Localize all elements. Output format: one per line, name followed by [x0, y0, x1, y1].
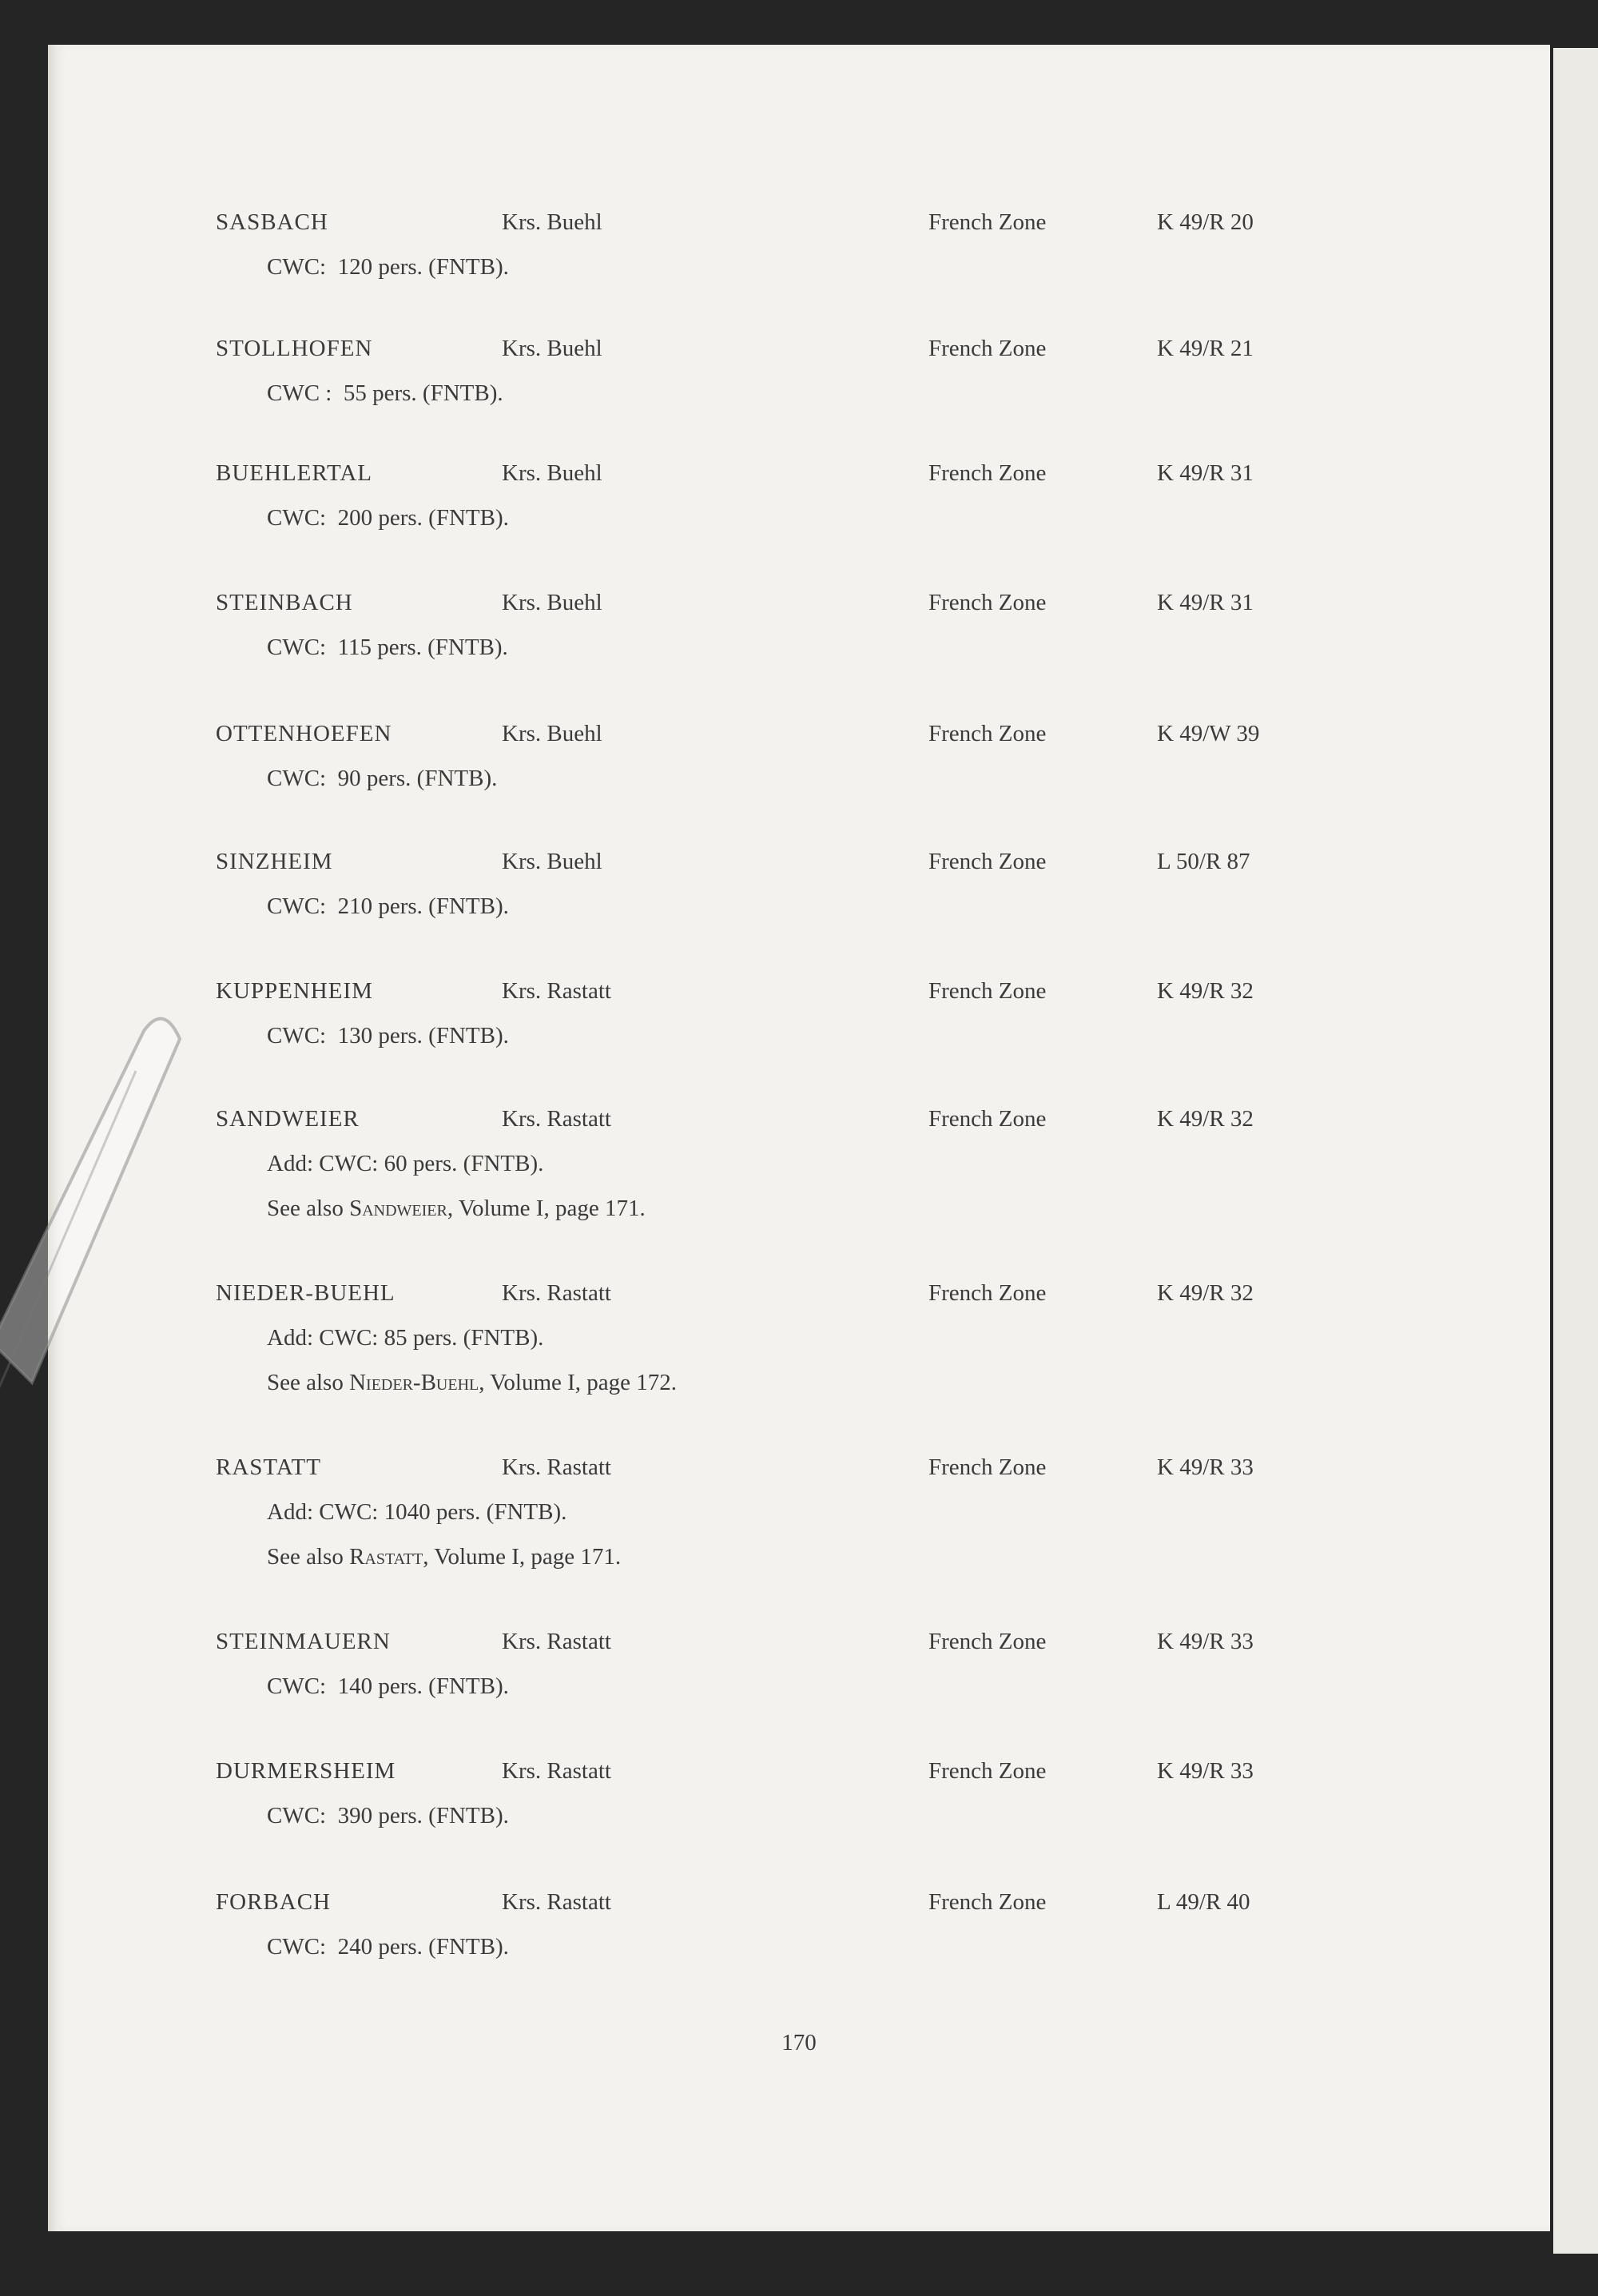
district: Krs. Rastatt [502, 1454, 611, 1480]
place-name: NIEDER-BUEHL [216, 1280, 396, 1306]
detail-text: CWC: 90 pers. (FNTB). [267, 766, 498, 791]
grid-reference: K 49/R 33 [1157, 1454, 1254, 1480]
place-name: STEINMAUERN [216, 1629, 391, 1654]
entry-detail [267, 1151, 1550, 1196]
zone: French Zone [928, 1280, 1047, 1306]
district: Krs. Rastatt [502, 1629, 611, 1654]
entry-header [48, 590, 1550, 635]
entry [48, 721, 1550, 810]
zone: French Zone [928, 209, 1047, 235]
district: Krs. Rastatt [502, 1758, 611, 1784]
grid-reference: K 49/R 21 [1157, 336, 1254, 361]
place-name: STOLLHOFEN [216, 336, 373, 361]
district: Krs. Buehl [502, 336, 602, 361]
grid-reference: L 50/R 87 [1157, 849, 1250, 874]
detail-text: CWC : 55 pers. (FNTB). [267, 380, 503, 406]
zone: French Zone [928, 460, 1047, 486]
place-name: FORBACH [216, 1889, 331, 1915]
grid-reference: K 49/R 32 [1157, 1106, 1254, 1132]
district: Krs. Rastatt [502, 1280, 611, 1306]
detail-text: Add: CWC: 1040 pers. (FNTB). [267, 1499, 567, 1525]
zone: French Zone [928, 1889, 1047, 1915]
entry-detail [267, 1023, 1550, 1068]
detail-text: Add: CWC: 85 pers. (FNTB). [267, 1325, 544, 1351]
zone: French Zone [928, 978, 1047, 1004]
zone: French Zone [928, 1758, 1047, 1784]
entry-detail [267, 1673, 1550, 1718]
entry-detail [267, 1370, 1550, 1415]
grid-reference: K 49/R 33 [1157, 1629, 1254, 1654]
detail-text: CWC: 240 pers. (FNTB). [267, 1934, 509, 1960]
zone: French Zone [928, 849, 1047, 874]
detail-text: CWC: 130 pers. (FNTB). [267, 1023, 509, 1049]
entry-header [48, 721, 1550, 766]
detail-text: CWC: 390 pers. (FNTB). [267, 1803, 509, 1828]
grid-reference: K 49/R 32 [1157, 1280, 1254, 1306]
entry-detail [267, 1325, 1550, 1370]
district: Krs. Rastatt [502, 1106, 611, 1132]
entry [48, 978, 1550, 1068]
cross-reference: Sandweier [349, 1196, 447, 1221]
entry-detail [267, 766, 1550, 810]
entry [48, 590, 1550, 679]
entry-detail [267, 1934, 1550, 1979]
entry-header [48, 336, 1550, 380]
district: Krs. Buehl [502, 590, 602, 615]
cross-reference: Nieder-Buehl [349, 1370, 479, 1395]
grid-reference: K 49/R 31 [1157, 460, 1254, 486]
entry [48, 1280, 1550, 1415]
entry-header [48, 209, 1550, 254]
detail-text: CWC: 115 pers. (FNTB). [267, 635, 508, 660]
place-name: DURMERSHEIM [216, 1758, 396, 1784]
grid-reference: K 49/R 31 [1157, 590, 1254, 615]
entry-detail [267, 254, 1550, 299]
place-name: SASBACH [216, 209, 328, 235]
place-name: SINZHEIM [216, 849, 333, 874]
detail-text: See also [267, 1196, 350, 1221]
zone: French Zone [928, 721, 1047, 746]
district: Krs. Buehl [502, 460, 602, 486]
entry-detail [267, 505, 1550, 550]
detail-suffix: , Volume I, page 172. [479, 1370, 678, 1395]
entry-detail [267, 1499, 1550, 1544]
place-name: STEINBACH [216, 590, 353, 615]
place-name: KUPPENHEIM [216, 978, 373, 1004]
entry [48, 1629, 1550, 1718]
grid-reference: L 49/R 40 [1157, 1889, 1250, 1915]
grid-reference: K 49/R 33 [1157, 1758, 1254, 1784]
entry-header [48, 1106, 1550, 1151]
document-page [48, 45, 1550, 2231]
entry-header [48, 1758, 1550, 1803]
place-name: OTTENHOEFEN [216, 721, 392, 746]
grid-reference: K 49/R 32 [1157, 978, 1254, 1004]
entry [48, 1758, 1550, 1848]
entry-header [48, 1454, 1550, 1499]
entry-detail [267, 635, 1550, 679]
zone: French Zone [928, 1629, 1047, 1654]
entry-header [48, 1280, 1550, 1325]
entry-header [48, 849, 1550, 893]
detail-text: CWC: 140 pers. (FNTB). [267, 1673, 509, 1699]
district: Krs. Rastatt [502, 978, 611, 1004]
place-name: SANDWEIER [216, 1106, 360, 1132]
facing-page [1553, 48, 1598, 2254]
entry [48, 1454, 1550, 1589]
grid-reference: K 49/R 20 [1157, 209, 1254, 235]
zone: French Zone [928, 1106, 1047, 1132]
entry-header [48, 1629, 1550, 1673]
detail-text: Add: CWC: 60 pers. (FNTB). [267, 1151, 544, 1176]
entry-detail [267, 1803, 1550, 1848]
detail-text: CWC: 210 pers. (FNTB). [267, 893, 509, 919]
entry [48, 1889, 1550, 1979]
zone: French Zone [928, 590, 1047, 615]
entry-header [48, 978, 1550, 1023]
cross-reference: Rastatt [349, 1544, 423, 1570]
detail-text: See also [267, 1544, 350, 1570]
place-name: BUEHLERTAL [216, 460, 373, 486]
entry [48, 209, 1550, 299]
entry-detail [267, 380, 1550, 425]
grid-reference: K 49/W 39 [1157, 721, 1260, 746]
district: Krs. Buehl [502, 721, 602, 746]
district: Krs. Rastatt [502, 1889, 611, 1915]
place-name: RASTATT [216, 1454, 321, 1480]
entry-detail [267, 1544, 1550, 1589]
entry [48, 336, 1550, 425]
entry [48, 849, 1550, 938]
detail-suffix: , Volume I, page 171. [423, 1544, 622, 1570]
entry [48, 1106, 1550, 1240]
page-number: 170 [781, 2030, 817, 2055]
entry-detail [267, 1196, 1550, 1240]
entry [48, 460, 1550, 550]
detail-text: CWC: 120 pers. (FNTB). [267, 254, 509, 280]
zone: French Zone [928, 336, 1047, 361]
detail-text: CWC: 200 pers. (FNTB). [267, 505, 509, 531]
district: Krs. Buehl [502, 209, 602, 235]
entry-header [48, 1889, 1550, 1934]
detail-text: See also [267, 1370, 350, 1395]
zone: French Zone [928, 1454, 1047, 1480]
entry-detail [267, 893, 1550, 938]
entry-header [48, 460, 1550, 505]
detail-suffix: , Volume I, page 171. [447, 1196, 646, 1221]
district: Krs. Buehl [502, 849, 602, 874]
